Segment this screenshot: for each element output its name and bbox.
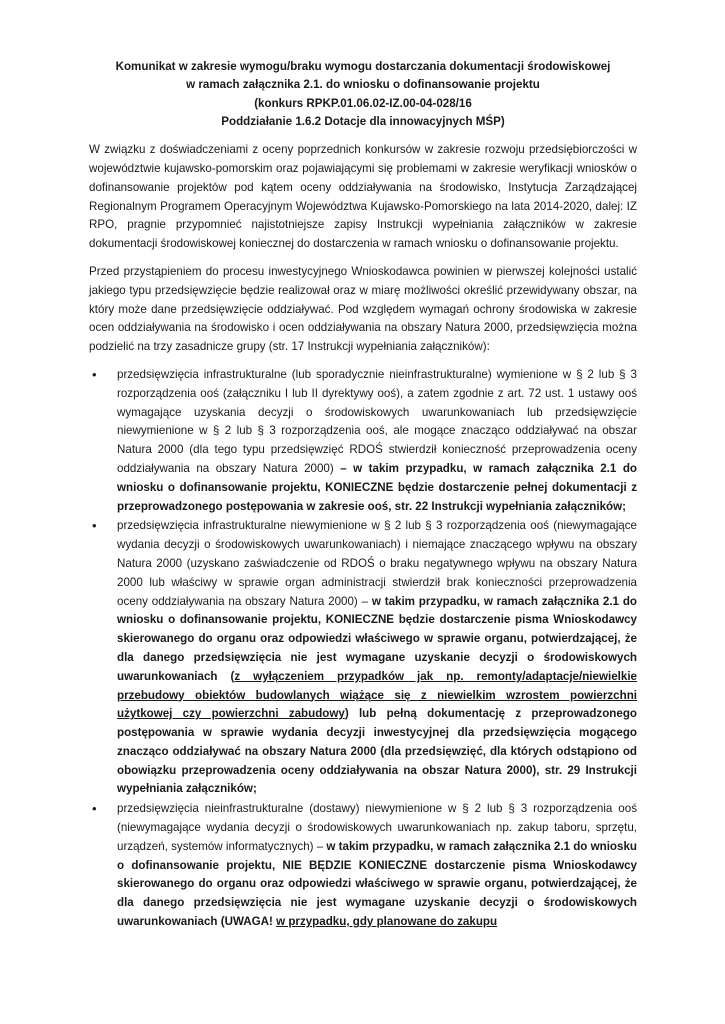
list-item-bold-text: – w takim przypadku, w ramach załącznika 2.1 do wniosku o dofinansowanie projektu, KONIECZNE będzie dostarczenie pełnej dokumentacji z przeprowadzonego postępowania w zakresie ooś, str. 22 Instrukcji wypełniania załączników; (117, 461, 637, 513)
list-item (89, 800, 637, 932)
list-item-text: przedsięwzięcia infrastrukturalne niewymienione w § 2 lub § 3 rozporządzenia ooś (niewymagające wydania decyzji o środowiskowych uwarunkowaniach) i niemające znaczącego wpływu na obszary Natura 2000 (uzyskano zaświadczenie od RDOŚ o braku negatywnego wpływu na obszary Natura 2000 lub właściwy w sprawie organ administracji stwierdził brak konieczności przeprowadzenia oceny oddziaływania na obszary Natura 2000) – (117, 519, 637, 608)
title-line-2: w ramach załącznika 2.1. do wniosku o dofinansowanie projektu (186, 78, 540, 92)
bullet-marker: • (92, 366, 97, 382)
groups-paragraph: Przed przystąpieniem do procesu inwestycyjnego Wnioskodawca powinien w pierwszej kolejności ustalić jakiego typu przedsięwzięcie będzie realizował oraz w miarę możliwości określić przewidywany obszar, na który może dane przedsięwzięcie oddziaływać. Pod względem wymagań ochrony środowiska w zakresie ocen oddziaływania na środowisko i ocen oddziaływania na obszary Natura 2000, przedsięwzięcia można podzielić na trzy zasadnicze grupy (str. 17 Instrukcji wypełniania załączników): (89, 264, 637, 354)
list-item-text: przedsięwzięcia nieinfrastrukturalne (dostawy) niewymienione w § 2 lub § 3 rozporządzenia ooś (niewymagające wydania decyzji o środowiskowych uwarunkowaniach np. zakup taboru, sprzętu, urządzeń, systemów informatycznych) – (117, 802, 637, 853)
title-line-3: (konkurs RPKP.01.06.02-IZ.00-04-028/16 (254, 96, 472, 110)
title-line-1: Komunikat w zakresie wymogu/braku wymogu dostarczania dokumentacji środowiskowej (115, 60, 611, 73)
list-item-bold-text: w takim przypadku, w ramach załącznika 2.1 do wniosku o dofinansowanie projektu, KONIECZNE będzie dostarczenie pisma Wnioskodawcy skierowanego do organu oraz odpowiedzi właściwego w sprawie organu, potwierdzającej, że dla danego przedsięwzięcia nie jest wymagane uzyskanie decyzji o środowiskowych uwarunkowaniach ( (117, 594, 637, 683)
intro-paragraph: W związku z doświadczeniami z oceny poprzednich konkursów w zakresie rozwoju przedsiębiorczości w województwie kujawsko-pomorskim oraz pojawiającymi się problemami w zakresie weryfikacji wniosków o dofinansowanie projektów pod kątem oceny oddziaływania na środowisko, Instytucja Zarządzającej Regionalnym Programem Operacyjnym Województwa Kujawsko-Pomorskiego na lata 2014-2020, dalej: IZ RPO, pragnie przypomnieć najistotniejsze zapisy Instrukcji wypełniania załączników w zakresie dokumentacji środowiskowej koniecznej do dostarczenia w ramach wniosku o dofinansowanie projektu. (89, 143, 637, 251)
list-item-underlined-text: z wyłączeniem przypadków jak np. remonty/adaptacje/niewielkie przebudowy obiektów budowlanych wiążące się z niewielkim wzrostem powierzchni użytkowej czy powierzchni zabudowy (117, 669, 638, 721)
document-title (89, 58, 637, 131)
list-item (89, 366, 637, 516)
list-item-bold-text: w takim przypadku, w ramach załącznika 2.1 do wniosku o dofinansowanie projektu, NIE BĘDZIE KONIECZNE dostarczenie pisma Wnioskodawcy skierowanego do organu oraz odpowiedzi właściwego w sprawie organu, potwierdzającej, że dla danego przedsięwzięcia nie jest wymagane uzyskanie decyzji o środowiskowych uwarunkowaniach (UWAGA! (117, 839, 637, 929)
list-item-text: przedsięwzięcia infrastrukturalne (lub sporadycznie nieinfrastrukturalne) wymienione w § 2 lub § 3 rozporządzenia ooś (załączniku I lub II dyrektywy ooś), a zatem zgodnie z art. 72 ust. 1 ustawy ooś wymagające uzyskania decyzji o środowiskowych uwarunkowaniach lub przedsięwzięcie niewymienione w § 2 lub § 3 rozporządzenia ooś, ale mogące znacząco oddziaływać na obszar Natura 2000 (dla tego typu przedsięwzięć RDOŚ stwierdził konieczność przeprowadzenia oceny oddziaływania na obszary Natura 2000) (117, 367, 637, 475)
list-item (89, 517, 637, 799)
list-item-bold-text-continued: ) lub pełną dokumentację z przeprowadzonego postępowania w sprawie wydania decyzji inwestycyjnej dla przedsięwzięcia mogącego znacząco oddziaływać na obszary Natura 2000 (dla przedsięwzięć, dla których odstąpiono od obowiązku przeprowadzenia oceny oddziaływania na obszar Natura 2000), str. 29 Instrukcji wypełniania załączników; (117, 707, 637, 796)
bullet-marker: • (92, 518, 97, 534)
title-line-4: Poddziałanie 1.6.2 Dotacje dla innowacyjnych MŚP) (221, 114, 505, 128)
list-item-underlined-text: w przypadku, gdy planowane do zakupu (276, 915, 498, 929)
bullet-marker: • (92, 801, 97, 817)
project-groups-list (89, 366, 637, 932)
